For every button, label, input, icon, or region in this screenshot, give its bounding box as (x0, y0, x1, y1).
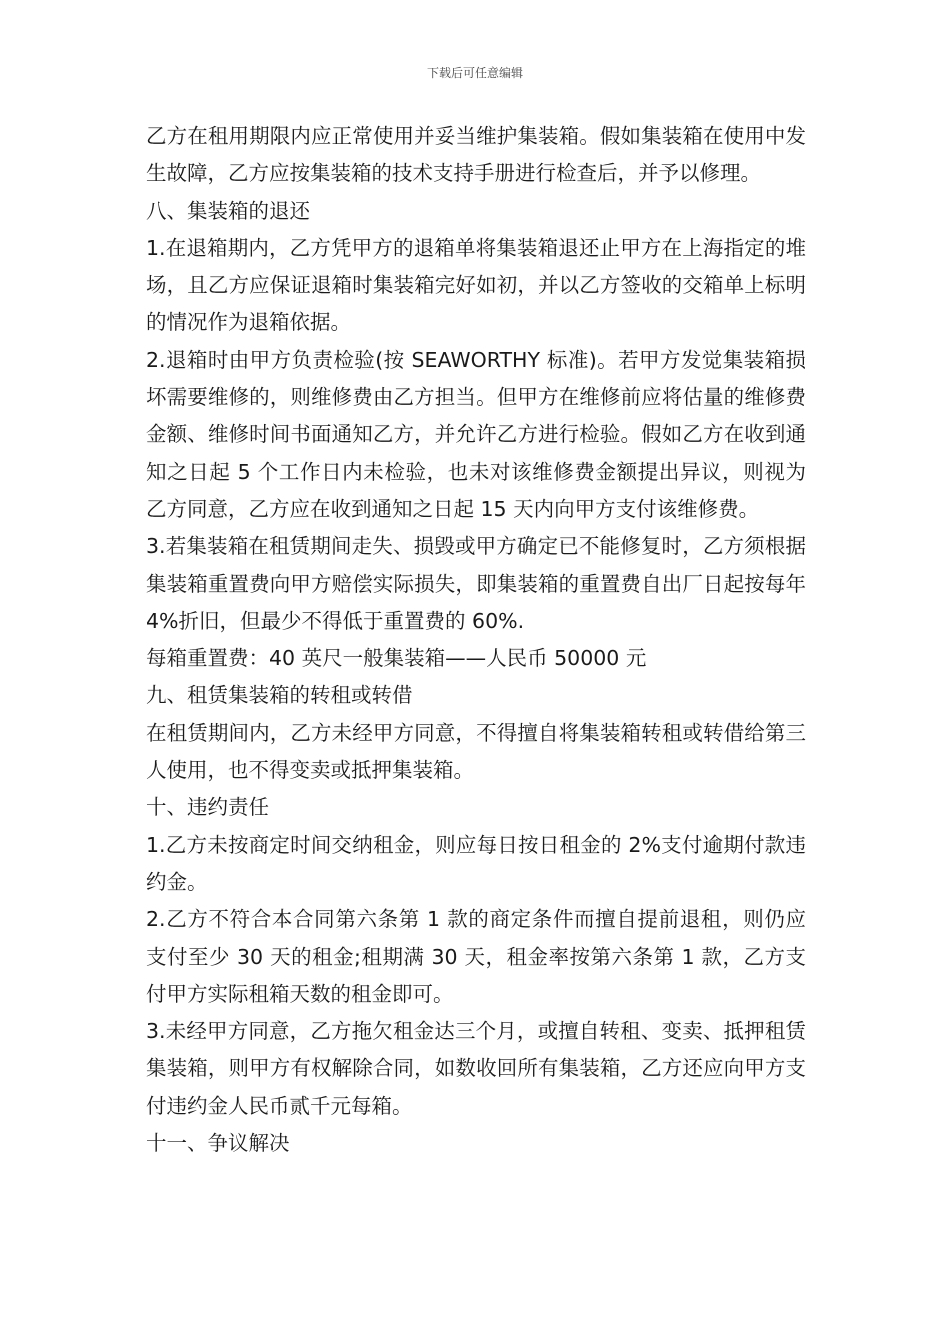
paragraph-liability-1: 1.乙方未按商定时间交纳租金，则应每日按日租金的 2%支付逾期付款违约金。 (146, 832, 806, 894)
paragraph-liability-3: 3.未经甲方同意，乙方拖欠租金达三个月，或擅自转租、变卖、抵押租赁集装箱，则甲方有权解除合同，如数收回所有集装箱，乙方还应向甲方支付违约金人民币贰千元每箱。 (146, 1019, 806, 1118)
section-heading-sublease: 九、租赁集装箱的转租或转借 (146, 683, 413, 708)
page-header: 下载后可任意编辑 (426, 66, 523, 80)
paragraph-replacement-fee: 每箱重置费：40 英尺一般集装箱——人民币 50000 元 (146, 646, 647, 671)
document-body (146, 118, 806, 1162)
paragraph-return-3: 3.若集装箱在租赁期间走失、损毁或甲方确定已不能修复时，乙方须根据集装箱重置费向甲方赔偿实际损失，即集装箱的重置费自出厂日起按每年 4%折旧，但最少不得低于重置费的 60%. (146, 534, 806, 633)
section-heading-dispute: 十一、争议解决 (146, 1131, 290, 1156)
paragraph-liability-2: 2.乙方不符合本合同第六条第 1 款的商定条件而擅自提前退租，则仍应支付至少 30 天的租金;租期满 30 天，租金率按第六条第 1 款，乙方支付甲方实际租箱天数的租金即可。 (146, 907, 806, 1006)
paragraph-maintenance: 乙方在租用期限内应正常使用并妥当维护集装箱。假如集装箱在使用中发生故障，乙方应按集装箱的技术支持手册进行检查后，并予以修理。 (146, 124, 806, 186)
section-heading-return: 八、集装箱的退还 (146, 198, 310, 223)
paragraph-return-2: 2.退箱时由甲方负责检验(按 SEAWORTHY 标准)。若甲方发觉集装箱损坏需要维修的，则维修费由乙方担当。但甲方在维修前应将估量的维修费金额、维修时间书面通知乙方，并允许乙方进行检验。假如乙方在收到通知之日起 5 个工作日内未检验，也未对该维修费金额提出异议，则视为乙方同意，乙方应在收到通知之日起 15 天内向甲方支付该维修费。 (146, 347, 806, 521)
paragraph-sublease: 在租赁期间内，乙方未经甲方同意，不得擅自将集装箱转租或转借给第三人使用，也不得变卖或抵押集装箱。 (146, 720, 806, 783)
section-heading-liability: 十、违约责任 (146, 795, 269, 820)
paragraph-return-1: 1.在退箱期内，乙方凭甲方的退箱单将集装箱退还止甲方在上海指定的堆场，且乙方应保证退箱时集装箱完好如初，并以乙方签收的交箱单上标明的情况作为退箱依据。 (146, 235, 806, 335)
